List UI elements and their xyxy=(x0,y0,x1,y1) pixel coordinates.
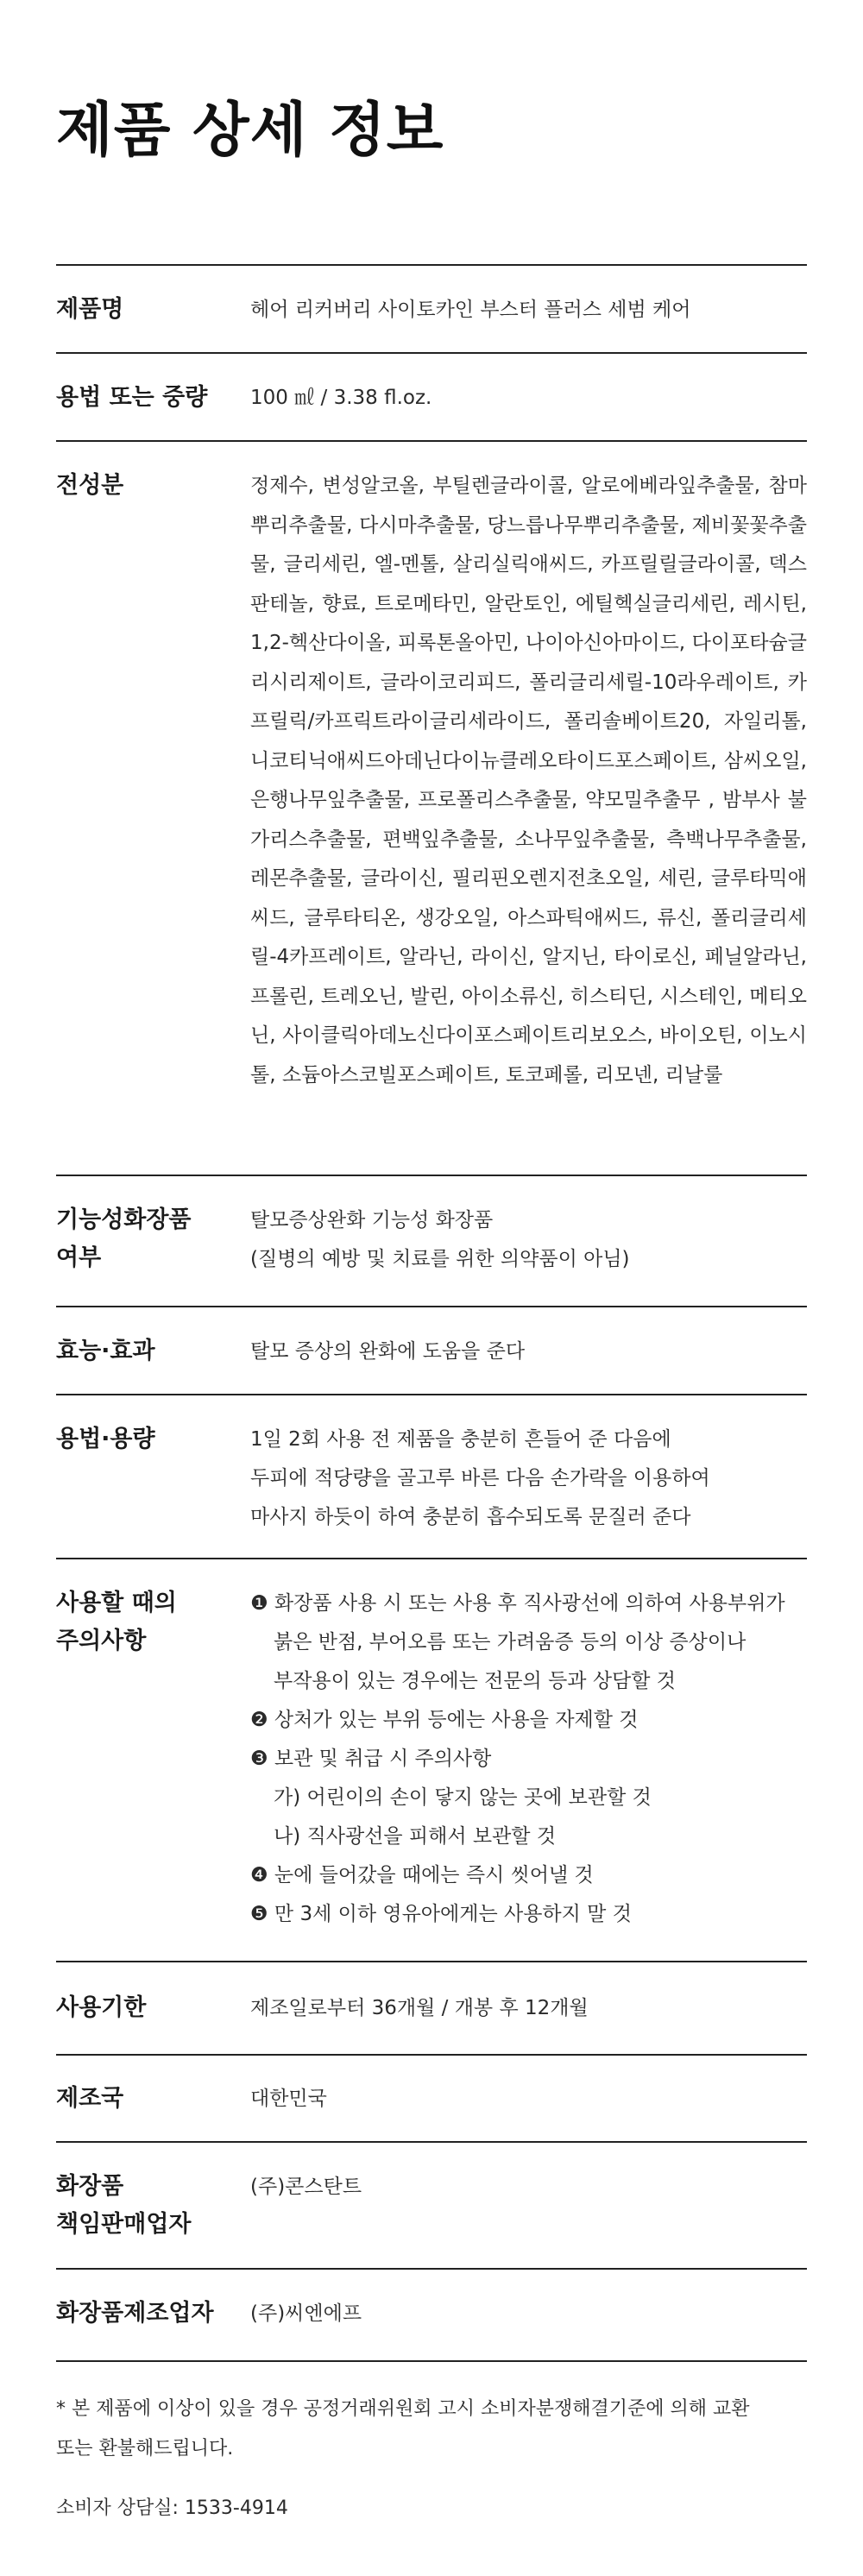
caution-item: 부작용이 있는 경우에는 전문의 등과 상담할 것 xyxy=(274,1670,677,1692)
row-label: 용법·용량 xyxy=(56,1426,155,1452)
row-label: 효능·효과 xyxy=(56,1338,155,1364)
cautions-list xyxy=(250,1584,807,1961)
value-line: 마사지 하듯이 하여 충분히 흡수되도록 문질러 준다 xyxy=(250,1506,691,1528)
caution-item: ❸ 보관 및 취급 시 주의사항 xyxy=(250,1748,492,1770)
row-volume xyxy=(56,354,807,442)
row-value xyxy=(250,1420,807,1558)
row-efficacy xyxy=(56,1307,807,1395)
row-value xyxy=(250,1201,807,1306)
caution-item: ❷ 상처가 있는 부위 등에는 사용을 자제할 것 xyxy=(250,1709,639,1731)
caution-item: 붉은 반점, 부어오름 또는 가려움증 등의 이상 증상이나 xyxy=(274,1631,746,1653)
row-country xyxy=(56,2056,807,2143)
customer-service-contact: 소비자 상담실: 1533-4914 xyxy=(56,2497,288,2519)
value-line: 두피에 적당량을 골고루 바른 다음 손가락을 이용하여 xyxy=(250,1467,710,1490)
row-value: (주)씨엔에프 xyxy=(250,2302,362,2325)
exchange-notice xyxy=(56,2390,807,2469)
row-value: 100 ㎖ / 3.38 fl.oz. xyxy=(250,387,432,409)
value-line: 탈모증상완화 기능성 화장품 xyxy=(250,1209,494,1231)
caution-item: ❺ 만 3세 이하 영유아에게는 사용하지 말 것 xyxy=(250,1903,632,1925)
row-label: 사용할 때의 주의사항 xyxy=(56,1590,177,1654)
row-expiry xyxy=(56,1962,807,2056)
row-label: 화장품제조업자 xyxy=(56,2300,214,2327)
row-seller xyxy=(56,2143,807,2270)
notice-line: 또는 환불해드립니다. xyxy=(56,2438,234,2459)
row-label: 전성분 xyxy=(56,472,124,499)
row-ingredients xyxy=(56,442,807,1176)
page-title: 제품 상세 정보 xyxy=(56,97,444,165)
caution-item: 나) 직사광선을 피해서 보관할 것 xyxy=(274,1825,557,1848)
row-value: 대한민국 xyxy=(250,2088,327,2110)
row-value: 탈모 증상의 완화에 도움을 준다 xyxy=(250,1340,526,1363)
footer xyxy=(56,2390,807,2526)
caution-item: ❹ 눈에 들어갔을 때에는 즉시 씻어낼 것 xyxy=(250,1864,594,1886)
row-label: 화장품 책임판매업자 xyxy=(56,2173,192,2238)
caution-item: ❶ 화장품 사용 시 또는 사용 후 직사광선에 의하여 사용부위가 xyxy=(250,1592,785,1615)
value-line: (질병의 예방 및 치료를 위한 의약품이 아님) xyxy=(250,1248,630,1270)
row-value: 헤어 리커버리 사이토카인 부스터 플러스 세범 케어 xyxy=(250,299,691,321)
caution-item: 가) 어린이의 손이 닿지 않는 곳에 보관할 것 xyxy=(274,1786,652,1809)
ingredients-text: 정제수, 변성알코올, 부틸렌글라이콜, 알로에베라잎추출물, 참마뿌리추출물, 다시마추출물, 당느릅나무뿌리추출물, 제비꽃꽃추출물, 글리세린, 엘-멘톨, 살리실릭애씨드, 카프릴릴글라이콜, 덱스판테놀, 향료, 트로메타민, 알란토인, 에틸헥실글리세린, 레시틴, 1,2-헥산다이올, 피록톤올아민, 나이아신아마이드, 다이포타슘글리시리제이트, 글라이코리피드, 폴리글리세릴-10라우레이트, 카프릴릭/카프릭트라이글리세라이드, 폴리솔베이트20, 자일리톨, 니코티닉애씨드아데닌다이뉴클레오타이드포스페이트, 삼씨오일, 은행나무잎추출물, 프로폴리스추출물, 약모밀추출무 , 밤부사 불가리스추출물, 편백잎추출물, 소나무잎추출물, 측백나무추출물, 레몬추출물, 글라이신, 필리핀오렌지전초오일, 세린, 글루타믹애씨드, 글루타티온, 생강오일, 아스파틱애씨드, 류신, 폴리글리세릴-4카프레이트, 알라닌, 라이신, 알지닌, 타이로신, 페닐알라닌, 프롤린, 트레오닌, 발린, 아이소류신, 히스티딘, 시스테인, 메티오닌, 사이클릭아데노신다이포스페이트리보오스, 바이오틴, 이노시톨, 소듐아스코빌포스페이트, 토코페롤, 리모넨, 리날룰 xyxy=(250,475,807,1086)
row-functional xyxy=(56,1176,807,1307)
row-label: 제품명 xyxy=(56,296,124,323)
row-usage xyxy=(56,1395,807,1559)
row-label: 제조국 xyxy=(56,2085,124,2112)
row-value: 제조일로부터 36개월 / 개봉 후 12개월 xyxy=(250,1997,589,2019)
row-label: 사용기한 xyxy=(56,1994,147,2021)
row-label: 기능성화장품 여부 xyxy=(56,1206,192,1271)
value-line: 1일 2회 사용 전 제품을 충분히 흔들어 준 다음에 xyxy=(250,1428,671,1451)
row-manufacturer xyxy=(56,2270,807,2362)
notice-line: * 본 제품에 이상이 있을 경우 공정거래위원회 고시 소비자분쟁해결기준에 의해 교환 xyxy=(56,2398,750,2420)
row-label: 용법 또는 중량 xyxy=(56,384,208,411)
row-product-name xyxy=(56,266,807,354)
product-info-table xyxy=(56,264,807,2362)
row-cautions xyxy=(56,1559,807,1962)
row-value: (주)콘스탄트 xyxy=(250,2176,362,2198)
